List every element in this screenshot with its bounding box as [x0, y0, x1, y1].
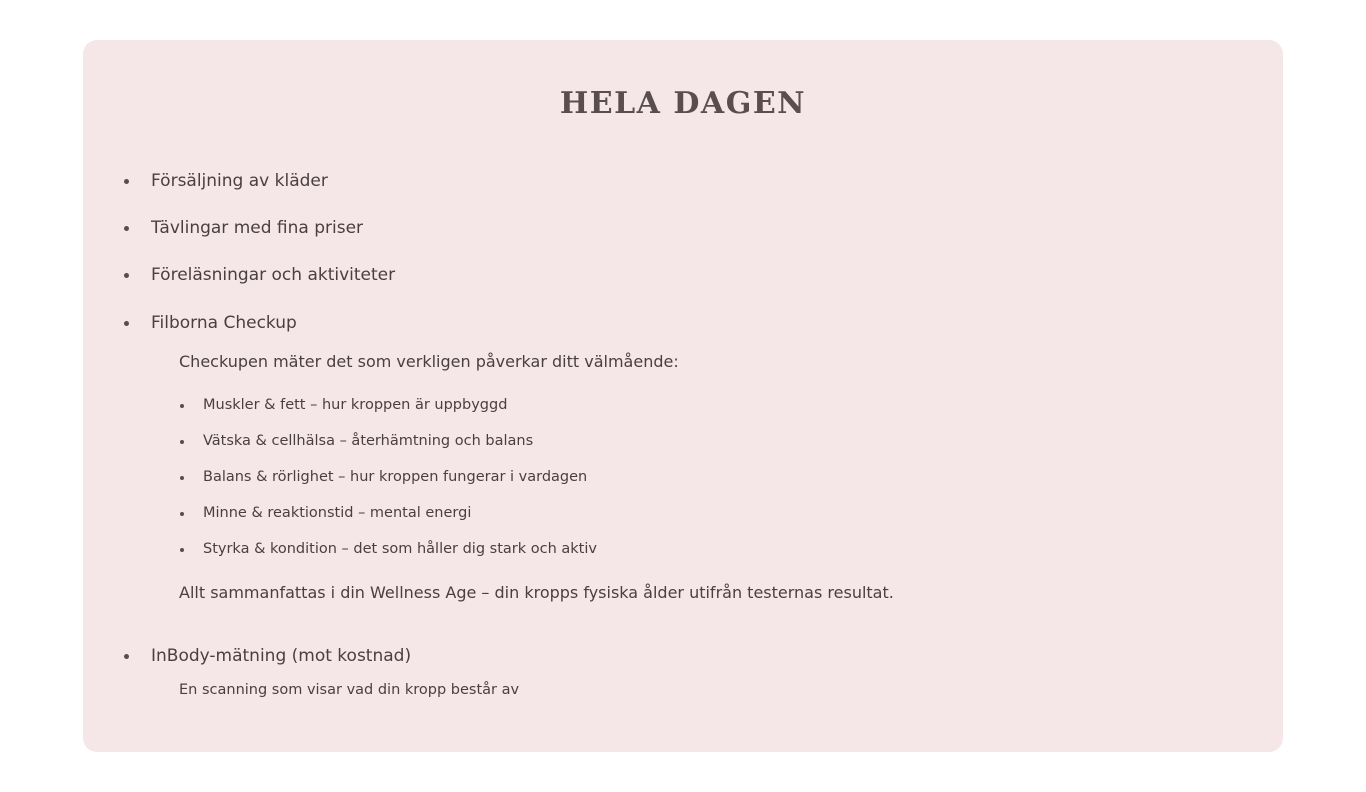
list-item-label: Försäljning av kläder: [151, 171, 328, 191]
list-item-label: Tävlingar med fina priser: [151, 218, 364, 238]
bullet-icon: [180, 404, 184, 408]
checkup-subitem-label: Muskler & fett – hur kroppen är uppbyggd: [203, 397, 508, 413]
bullet-icon: [124, 321, 129, 326]
bullet-icon: [180, 512, 184, 516]
checkup-subitem-label: Minne & reaktionstid – mental energi: [203, 505, 472, 521]
bullet-icon: [180, 548, 184, 552]
checkup-intro: Checkupen mäter det som verkligen påverkar ditt välmående:: [179, 352, 679, 371]
bullet-icon: [180, 440, 184, 444]
section-title: HELA DAGEN: [559, 86, 807, 121]
checkup-subitem-label: Vätska & cellhälsa – återhämtning och balans: [203, 433, 534, 449]
bullet-icon: [124, 179, 129, 184]
checkup-summary: Allt sammanfattas i din Wellness Age – din kropps fysiska ålder utifrån testernas resultat.: [179, 583, 894, 602]
checkup-subitem-label: Balans & rörlighet – hur kroppen fungerar i vardagen: [203, 469, 588, 485]
bullet-icon: [124, 273, 129, 278]
bullet-icon: [124, 654, 129, 659]
bullet-icon: [180, 476, 184, 480]
list-item-label: Föreläsningar och aktiviteter: [151, 265, 396, 285]
inbody-note: En scanning som visar vad din kropp består av: [179, 682, 520, 698]
list-item-label: Filborna Checkup: [151, 313, 297, 333]
bullet-icon: [124, 226, 129, 231]
list-item-label: InBody-mätning (mot kostnad): [151, 646, 412, 666]
checkup-subitem-label: Styrka & kondition – det som håller dig stark och aktiv: [203, 541, 597, 557]
